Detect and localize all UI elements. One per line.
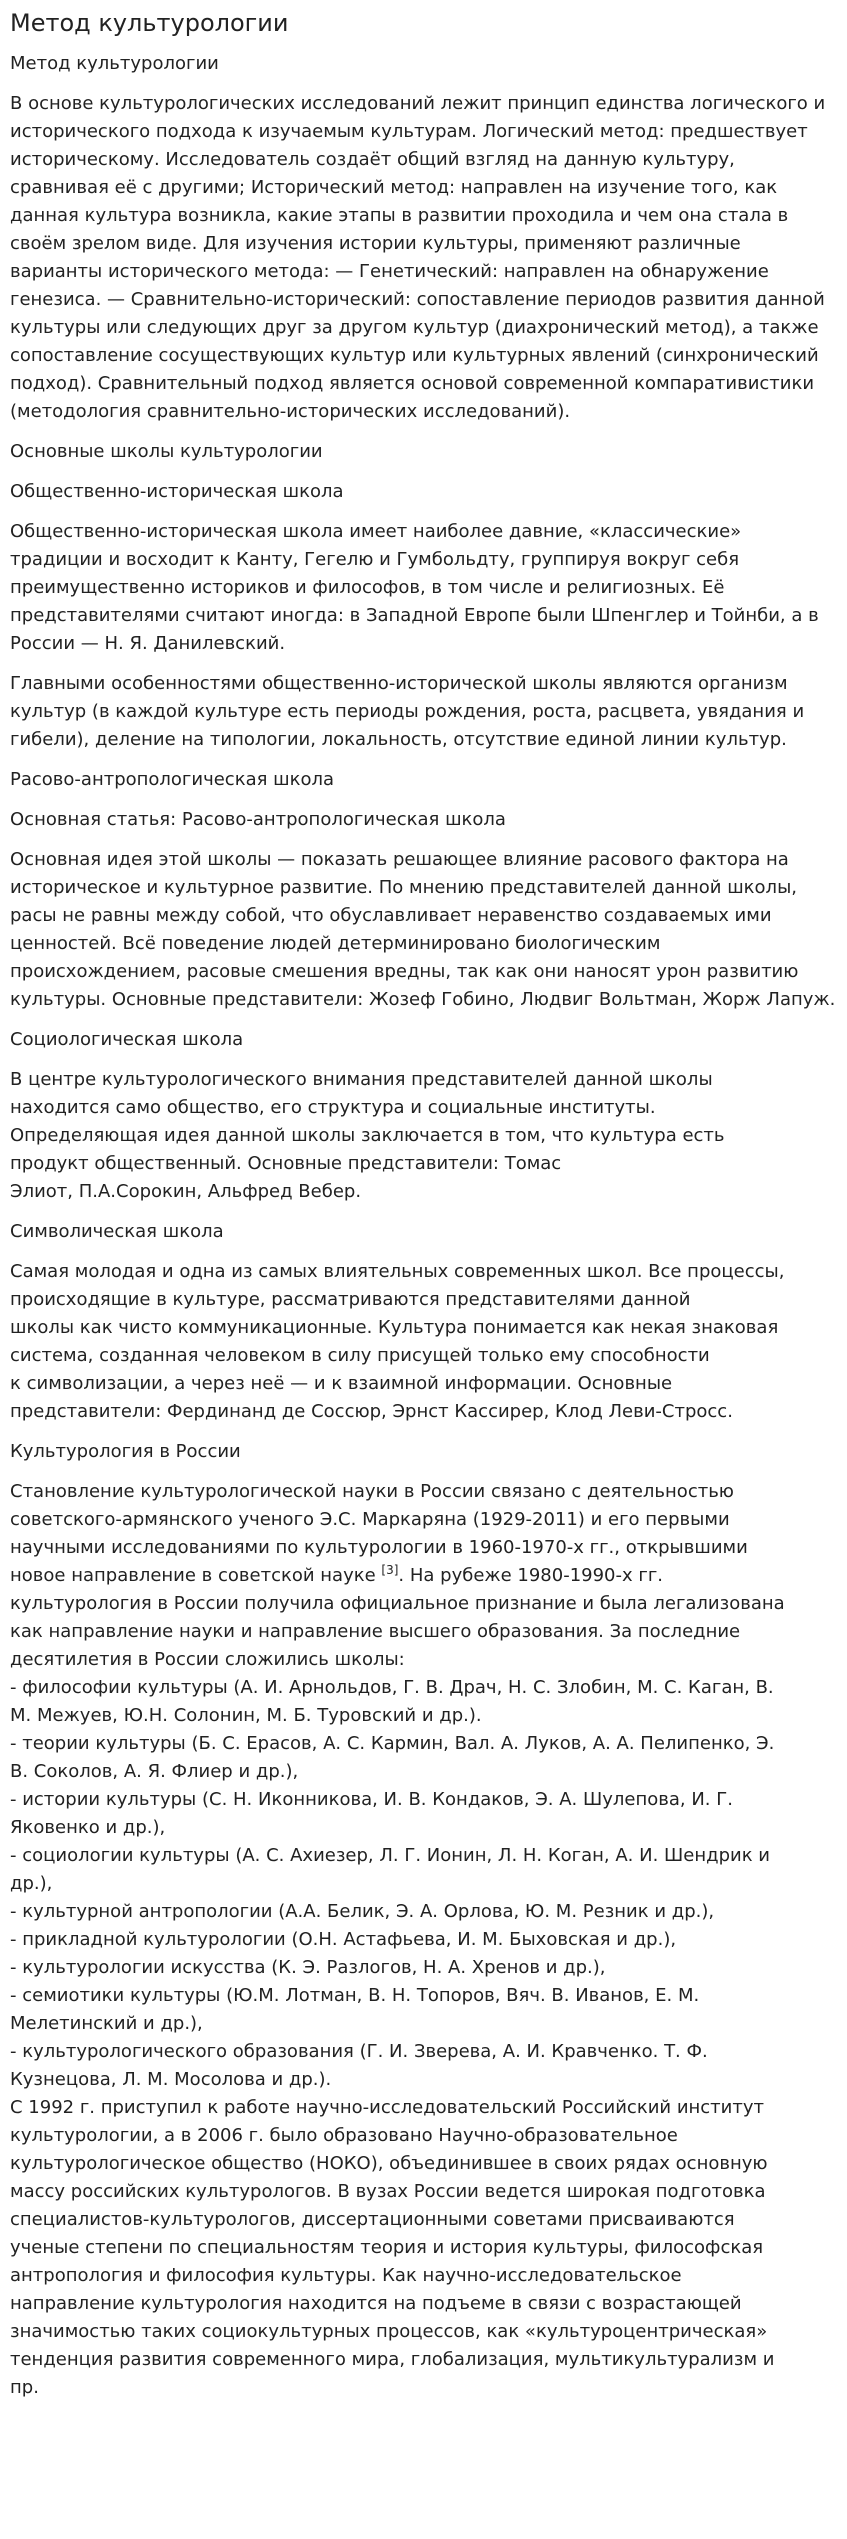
section-heading-russia: Культурология в России [10,1441,241,1462]
text-line: происходящие в культуре, рассматриваются представителями данной [10,1289,691,1310]
socio-historical-paragraph-1: Общественно-историческая школа имеет наиболее давние, «классические» традиции и восходит к Канту, Гегелю и Гумбольдту, группируя вокруг себя преимущественно историков и философов, в том числе и религиозных. Её представителями считают иногда: в Западной Европе были Шпенглер и Тойнби, а в России — Н. Я. Данилевский. [10,521,819,654]
text-line: как направление науки и направление высшего образования. За последние [10,1621,741,1642]
text-line: В центре культурологического внимания представителей данной школы [10,1069,713,1090]
text-line: - социологии культуры (А. С. Ахиезер, Л. Г. Ионин, Л. Н. Коган, А. И. Шендрик и [10,1845,770,1866]
text-line: направление культурология находится на подъеме в связи с возрастающей [10,2293,742,2314]
text-line: Яковенко и др.), [10,1817,166,1838]
text-line: - философии культуры (А. И. Арнольдов, Г. В. Драч, Н. С. Злобин, М. С. Каган, В. [10,1677,774,1698]
text-line [10,1562,837,1590]
text-line: - прикладной культурологии (О.Н. Астафьева, И. М. Быховская и др.), [10,1929,677,1950]
symbolic-paragraph [10,1258,837,1426]
text-line: пр. [10,2377,39,2398]
text-line: массу российских культурологов. В вузах России ведется широкая подготовка [10,2181,766,2202]
main-article-note: Основная статья: Расово-антропологическая школа [10,809,506,830]
text-line: др.), [10,1873,53,1894]
text-line: система, созданная человеком в силу присущей только ему способности [10,1345,710,1366]
text-line: Мелетинский и др.), [10,2013,203,2034]
text-line: - семиотики культуры (Ю.М. Лотман, В. Н. Топоров, Вяч. В. Иванов, Е. М. [10,1985,700,2006]
footnote-link[interactable]: [3] [381,1563,399,1577]
section-heading-schools: Основные школы культурологии [10,441,323,462]
text-line: советского-армянского ученого Э.С. Маркаряна (1929-2011) и его первыми [10,1509,730,1530]
text-line: Определяющая идея данной школы заключается в том, что культура есть [10,1125,725,1146]
text-fragment: . На рубеже 1980-1990-х гг. [398,1565,664,1586]
text-line: - истории культуры (С. Н. Иконникова, И. В. Кондаков, Э. А. Шулепова, И. Г. [10,1789,733,1810]
text-fragment: новое направление в советской науке [10,1565,382,1586]
text-line: ученые степени по специальностям теория и история культуры, философская [10,2237,764,2258]
text-line: специалистов-культурологов, диссертационными советами присваиваются [10,2209,735,2230]
text-line: В. Соколов, А. Я. Флиер и др.), [10,1761,299,1782]
text-line: находится само общество, его структура и социальные институты. [10,1097,656,1118]
text-line: к символизации, а через неё — и к взаимной информации. Основные [10,1373,673,1394]
text-line: Становление культурологической науки в России связано с деятельностью [10,1481,734,1502]
text-line: культурологии, а в 2006 г. было образовано Научно-образовательное [10,2125,678,2146]
text-line: культурологическое общество (НОКО), объединившее в своих рядах основную [10,2153,768,2174]
text-line: М. Межуев, Ю.Н. Солонин, М. Б. Туровский и др.). [10,1705,482,1726]
text-line: Кузнецова, Л. М. Мосолова и др.). [10,2069,332,2090]
text-line: - культурной антропологии (А.А. Белик, Э. А. Орлова, Ю. М. Резник и др.), [10,1901,715,1922]
text-line: тенденция развития современного мира, глобализация, мультикультурализм и [10,2349,775,2370]
text-line: школы как чисто коммуникационные. Культура понимается как некая знаковая [10,1317,779,1338]
method-paragraph: В основе культурологических исследований лежит принцип единства логического и исторического подхода к изучаемым культурам. Логический метод: предшествует историческому. Исследователь создаёт общий взгляд на данную культуру, сравнивая её с другими; Исторический метод: направлен на изучение того, как данная культура возникла, какие этапы в развитии проходила и чем она стала в своём зрелом виде. Для изучения истории культуры, применяют различные варианты исторического метода: — Генетический: направлен на обнаружение генезиса. — Сравнительно-исторический: сопоставление периодов развития данной культуры или следующих друг за другом культур (диахронический метод), а также сопоставление сосуществующих культур или культурных явлений (синхронический подход). Сравнительный подход является основой современной компаративистики (методология сравнительно-исторических исследований). [10,93,826,422]
text-line: научными исследованиями по культурологии в 1960-1970-х гг., открывшими [10,1537,748,1558]
text-line: - культурологического образования (Г. И. Зверева, А. И. Кравченко. Т. Ф. [10,2041,708,2062]
section-heading-method: Метод культурологии [10,53,219,74]
racial-paragraph: Основная идея этой школы — показать решающее влияние расового фактора на историческое и культурное развитие. По мнению представителей данной школы, расы не равны между собой, что обуславливает неравенство создаваемых ими ценностей. Всё поведение людей детерминировано биологическим происхождением, расовые смешения вредны, так как они наносят урон развитию культуры. Основные представители: Жозеф Гобино, Людвиг Вольтман, Жорж Лапуж. [10,849,836,1010]
sociological-paragraph [10,1066,837,1206]
page-title: Метод культурологии [10,9,289,37]
text-line: продукт общественный. Основные представители: Томас [10,1153,562,1174]
russia-paragraph [10,1478,837,2402]
text-line: С 1992 г. приступил к работе научно-исследовательский Российский институт [10,2097,764,2118]
text-line: значимостью таких социокультурных процессов, как «культуроцентрическая» [10,2321,768,2342]
text-line: представители: Фердинанд де Соссюр, Эрнст Кассирер, Клод Леви-Стросс. [10,1401,733,1422]
text-line: антропология и философия культуры. Как научно-исследовательское [10,2265,682,2286]
text-line: культурология в России получила официальное признание и была легализована [10,1593,785,1614]
text-line: десятилетия в России сложились школы: [10,1649,405,1670]
section-heading-racial: Расово-антропологическая школа [10,769,335,790]
socio-historical-paragraph-2: Главными особенностями общественно-исторической школы являются организм культур (в каждой культуре есть периоды рождения, роста, расцвета, увядания и гибели), деление на типологии, локальность, отсутствие единой линии культур. [10,673,805,750]
section-heading-sociological: Социологическая школа [10,1029,244,1050]
text-line: - теории культуры (Б. С. Ерасов, А. С. Кармин, Вал. А. Луков, А. А. Пелипенко, Э. [10,1733,775,1754]
text-line: Элиот, П.А.Сорокин, Альфред Вебер. [10,1181,362,1202]
text-line: - культурологии искусства (К. Э. Разлогов, Н. А. Хренов и др.), [10,1957,606,1978]
text-line: Самая молодая и одна из самых влиятельных современных школ. Все процессы, [10,1261,785,1282]
section-heading-socio-historical: Общественно-историческая школа [10,481,344,502]
section-heading-symbolic: Символическая школа [10,1221,224,1242]
